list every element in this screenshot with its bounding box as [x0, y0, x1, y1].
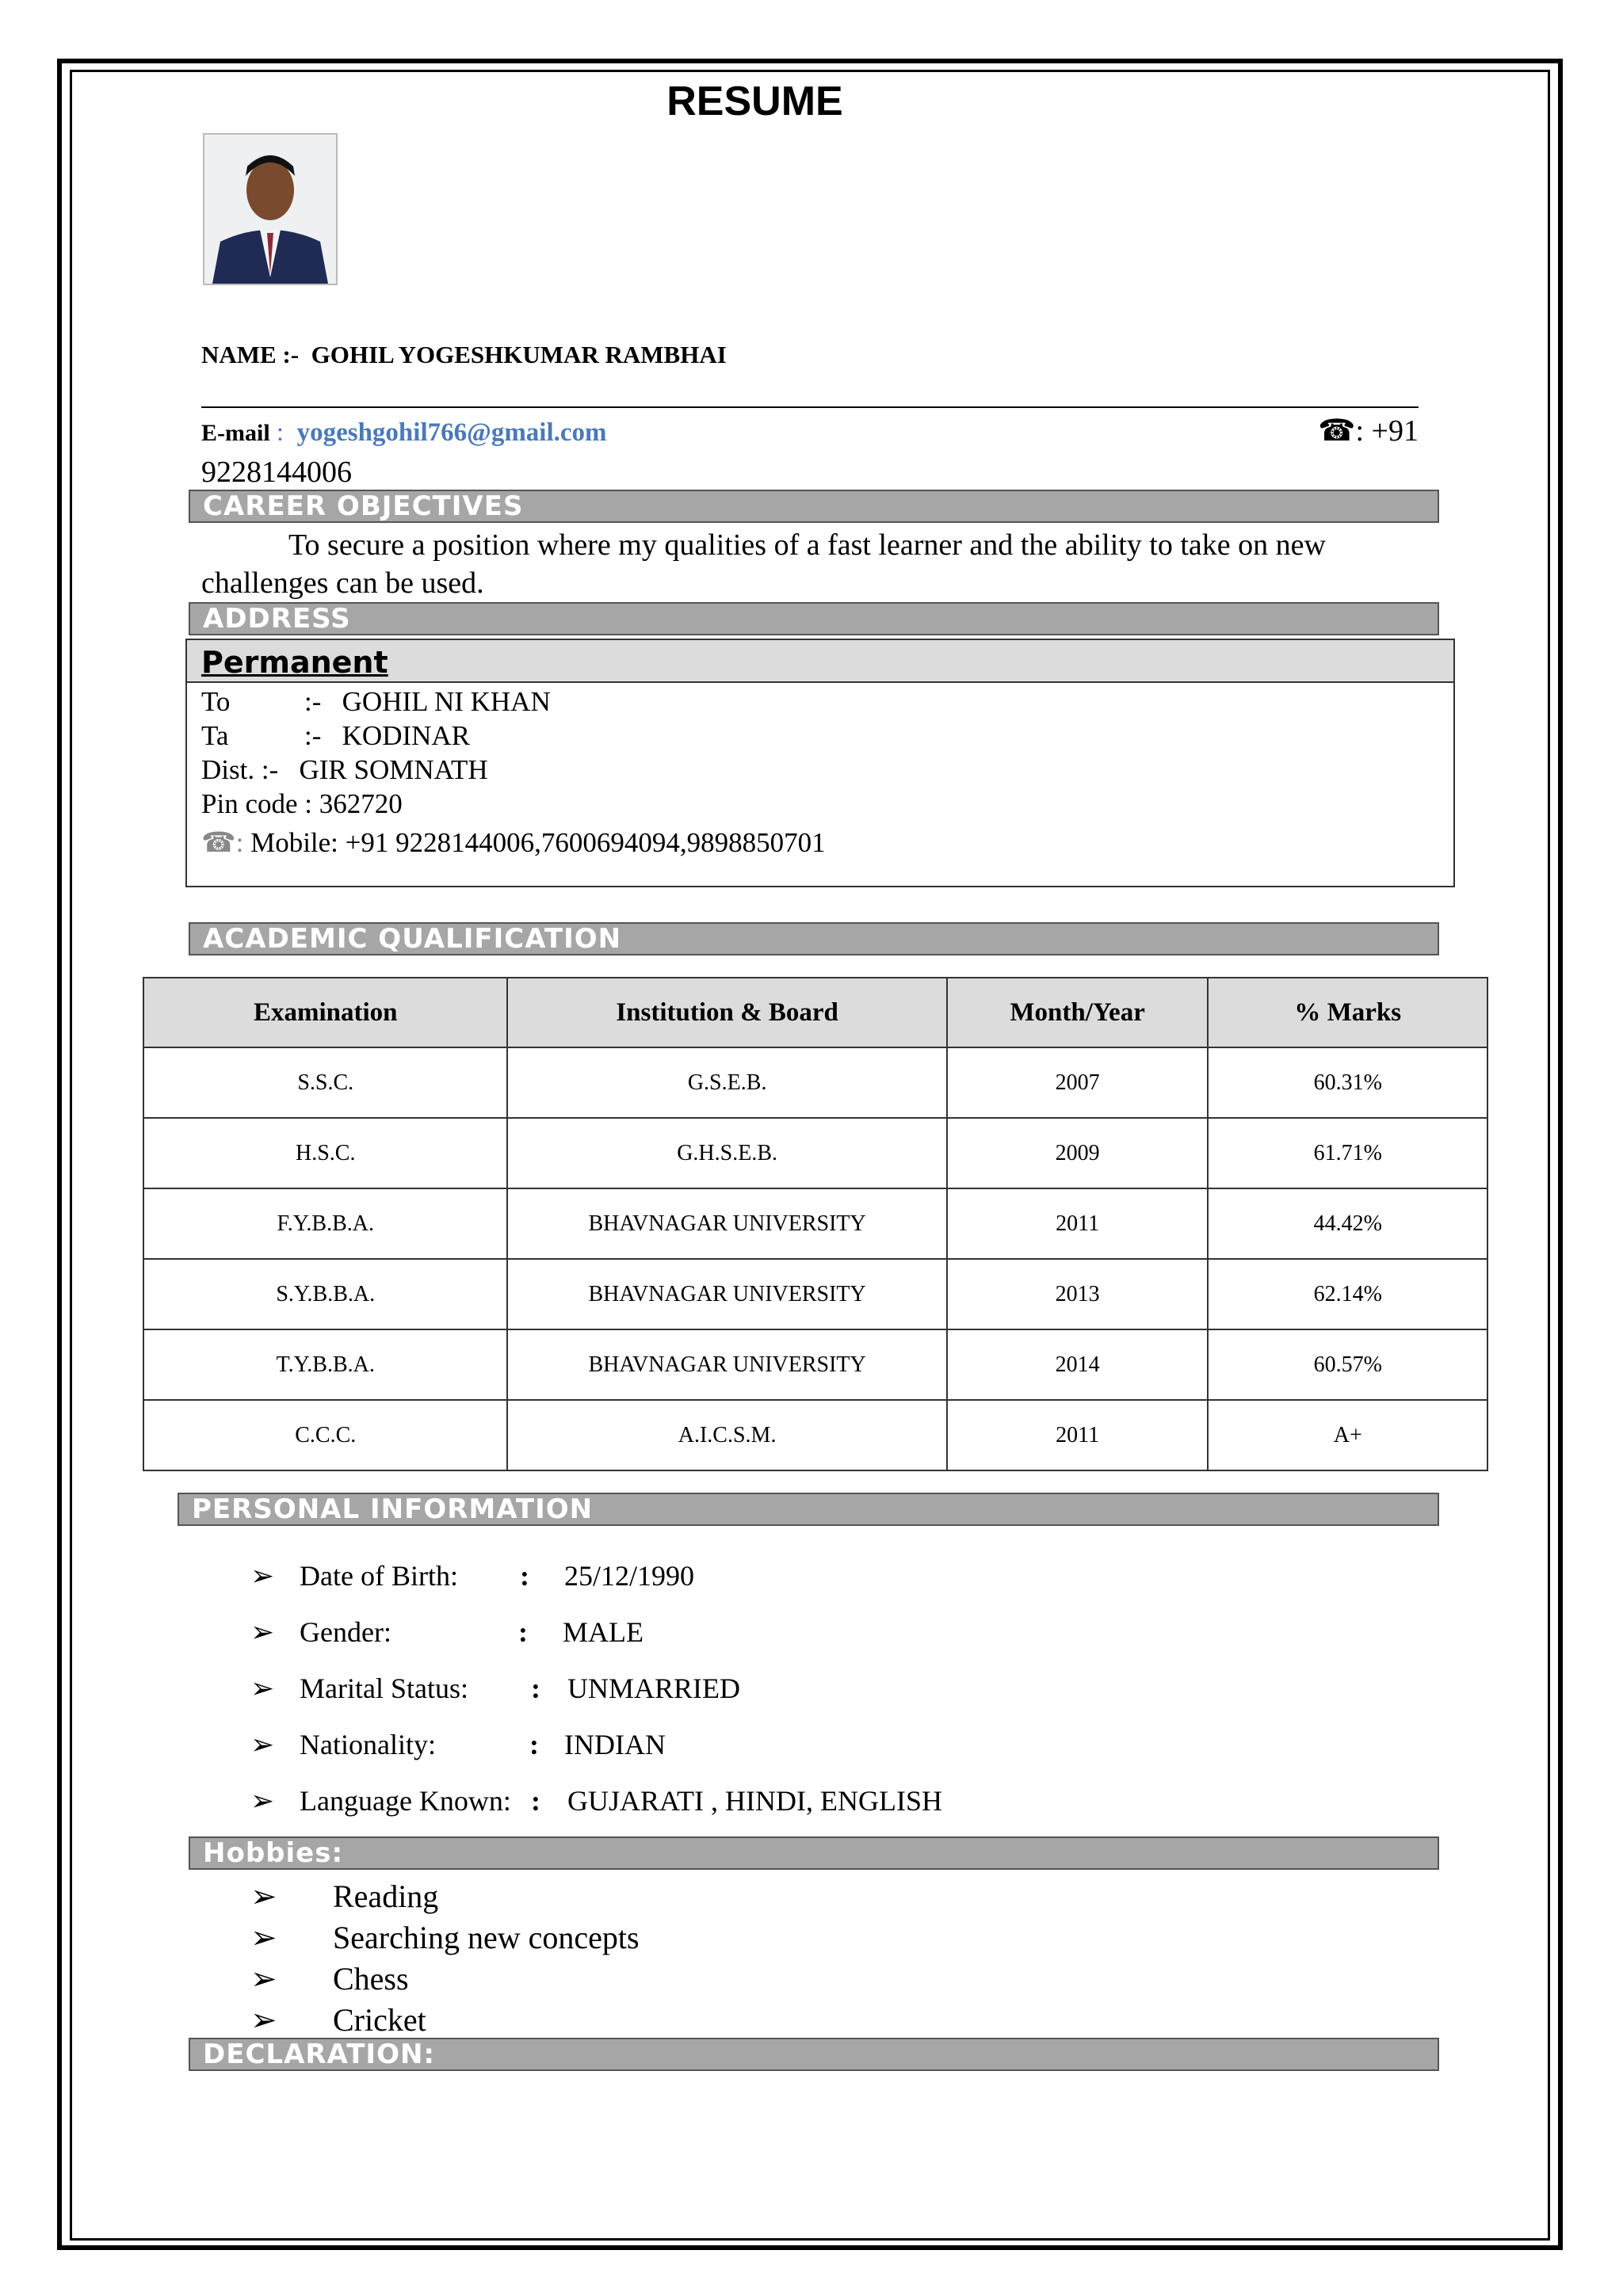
arrow-bullet-icon: ➢ [250, 1961, 277, 1997]
section-hobbies: Hobbies: [189, 1836, 1439, 1870]
hobby-label: Cricket [333, 2002, 426, 2038]
address-mobile: Mobile: +91 9228144006,7600694094,9898850701 [250, 827, 826, 858]
arrow-bullet-icon: ➢ [250, 1920, 277, 1955]
table-cell: 61.71% [1208, 1118, 1487, 1188]
academic-table [143, 977, 1488, 1471]
section-academic: ACADEMIC QUALIFICATION [189, 922, 1439, 955]
address-key: Dist. :- [201, 754, 279, 785]
personal-item-marital [250, 1672, 740, 1705]
table-cell: S.S.C. [143, 1047, 507, 1118]
table-cell: S.Y.B.B.A. [143, 1259, 507, 1329]
table-cell: 62.14% [1208, 1259, 1487, 1329]
address-value: GOHIL NI KHAN [342, 686, 551, 717]
table-row [143, 1188, 1487, 1259]
table-cell: 44.42% [1208, 1188, 1487, 1259]
section-personal-information: PERSONAL INFORMATION [178, 1493, 1439, 1526]
personal-colon: : [518, 1616, 528, 1648]
arrow-bullet-icon: ➢ [250, 1729, 275, 1760]
table-header: Month/Year [947, 978, 1209, 1047]
address-mobile-line [201, 827, 826, 859]
table-cell: C.C.C. [143, 1400, 507, 1470]
table-cell: 2007 [947, 1047, 1209, 1118]
personal-label: Nationality: [300, 1729, 436, 1760]
arrow-bullet-icon: ➢ [250, 1785, 275, 1817]
address-row-dist [201, 754, 488, 786]
personal-item-nationality [250, 1728, 666, 1761]
address-sep: :- [304, 720, 322, 751]
email-line [201, 418, 607, 448]
arrow-bullet-icon: ➢ [250, 1878, 277, 1914]
personal-value: GUJARATI , HINDI, ENGLISH [567, 1785, 942, 1817]
personal-label: Marital Status: [300, 1672, 468, 1704]
table-cell: H.S.C. [143, 1118, 507, 1188]
address-row-ta [201, 720, 470, 752]
table-header: Examination [143, 978, 507, 1047]
personal-label: Language Known: [300, 1785, 511, 1817]
table-cell: 60.57% [1208, 1329, 1487, 1400]
table-row [143, 1329, 1487, 1400]
table-cell: 2014 [947, 1329, 1209, 1400]
phone-prefix: : +91 [1355, 414, 1419, 448]
table-header-row [143, 978, 1487, 1047]
table-cell: A.I.C.S.M. [507, 1400, 946, 1470]
email-link[interactable]: yogeshgohil766@gmail.com [296, 418, 607, 447]
personal-colon: : [520, 1560, 529, 1592]
table-row [143, 1259, 1487, 1329]
personal-item-language [250, 1784, 942, 1817]
address-value: KODINAR [342, 720, 471, 751]
arrow-bullet-icon: ➢ [250, 2002, 277, 2038]
table-cell: 60.31% [1208, 1047, 1487, 1118]
arrow-bullet-icon: ➢ [250, 1616, 275, 1648]
personal-colon: : [531, 1672, 540, 1704]
section-declaration: DECLARATION: [189, 2038, 1439, 2071]
address-heading-bar [187, 640, 1453, 683]
personal-colon: : [531, 1785, 540, 1817]
phone-icon: ☎ [1318, 414, 1356, 448]
hobby-item [250, 1960, 409, 1997]
hobby-label: Chess [333, 1961, 409, 1997]
name-label: NAME :- [201, 341, 300, 368]
career-objective-text: To secure a position where my qualities of a fast learner and the ability to take on new challenges can be used. [201, 528, 1326, 600]
phone-line [1318, 413, 1419, 448]
resume-title: RESUME [666, 78, 843, 124]
address-pin: Pin code : 362720 [201, 788, 403, 819]
table-cell: F.Y.B.B.A. [143, 1188, 507, 1259]
table-cell: 2011 [947, 1400, 1209, 1470]
table-cell: 2011 [947, 1188, 1209, 1259]
table-cell: G.H.S.E.B. [507, 1118, 946, 1188]
table-row [143, 1400, 1487, 1470]
table-cell: 2009 [947, 1118, 1209, 1188]
personal-label: Gender: [300, 1616, 391, 1648]
hobby-item [250, 2001, 426, 2039]
arrow-bullet-icon: ➢ [250, 1560, 275, 1592]
address-row-to [201, 686, 551, 718]
section-career-objectives: CAREER OBJECTIVES [189, 490, 1439, 523]
divider [201, 406, 1419, 408]
table-cell: BHAVNAGAR UNIVERSITY [507, 1329, 946, 1400]
table-cell: A+ [1208, 1400, 1487, 1470]
hobby-label: Reading [333, 1878, 439, 1914]
address-key: To [201, 686, 231, 717]
hobby-label: Searching new concepts [333, 1920, 640, 1955]
personal-item-dob [250, 1559, 694, 1592]
personal-colon: : [529, 1729, 539, 1760]
table-header: Institution & Board [507, 978, 946, 1047]
personal-label: Date of Birth: [300, 1560, 458, 1592]
profile-photo [203, 133, 338, 285]
address-key: Ta [201, 720, 229, 751]
address-value: GIR SOMNATH [299, 754, 488, 785]
phone-icon: ☎: [201, 827, 244, 858]
full-name: GOHIL YOGESHKUMAR RAMBHAI [311, 341, 727, 368]
table-cell: BHAVNAGAR UNIVERSITY [507, 1259, 946, 1329]
personal-value: INDIAN [564, 1729, 666, 1760]
name-line [201, 341, 727, 369]
phone-number: 9228144006 [201, 456, 352, 489]
section-address: ADDRESS [189, 602, 1439, 635]
address-heading: Permanent [201, 645, 388, 680]
hobby-item [250, 1919, 640, 1956]
table-row [143, 1118, 1487, 1188]
table-cell: T.Y.B.B.A. [143, 1329, 507, 1400]
table-cell: BHAVNAGAR UNIVERSITY [507, 1188, 946, 1259]
personal-value: 25/12/1990 [564, 1560, 695, 1592]
table-cell: G.S.E.B. [507, 1047, 946, 1118]
personal-value: MALE [563, 1616, 643, 1648]
person-photo-icon [204, 135, 336, 284]
email-colon: : [276, 418, 285, 447]
personal-item-gender [250, 1615, 643, 1649]
personal-value: UNMARRIED [567, 1672, 741, 1704]
address-sep: :- [304, 686, 322, 717]
table-header: % Marks [1208, 978, 1487, 1047]
table-cell: 2013 [947, 1259, 1209, 1329]
table-row [143, 1047, 1487, 1118]
hobby-item [250, 1878, 438, 1915]
arrow-bullet-icon: ➢ [250, 1672, 275, 1704]
email-label: E-mail [201, 420, 270, 446]
